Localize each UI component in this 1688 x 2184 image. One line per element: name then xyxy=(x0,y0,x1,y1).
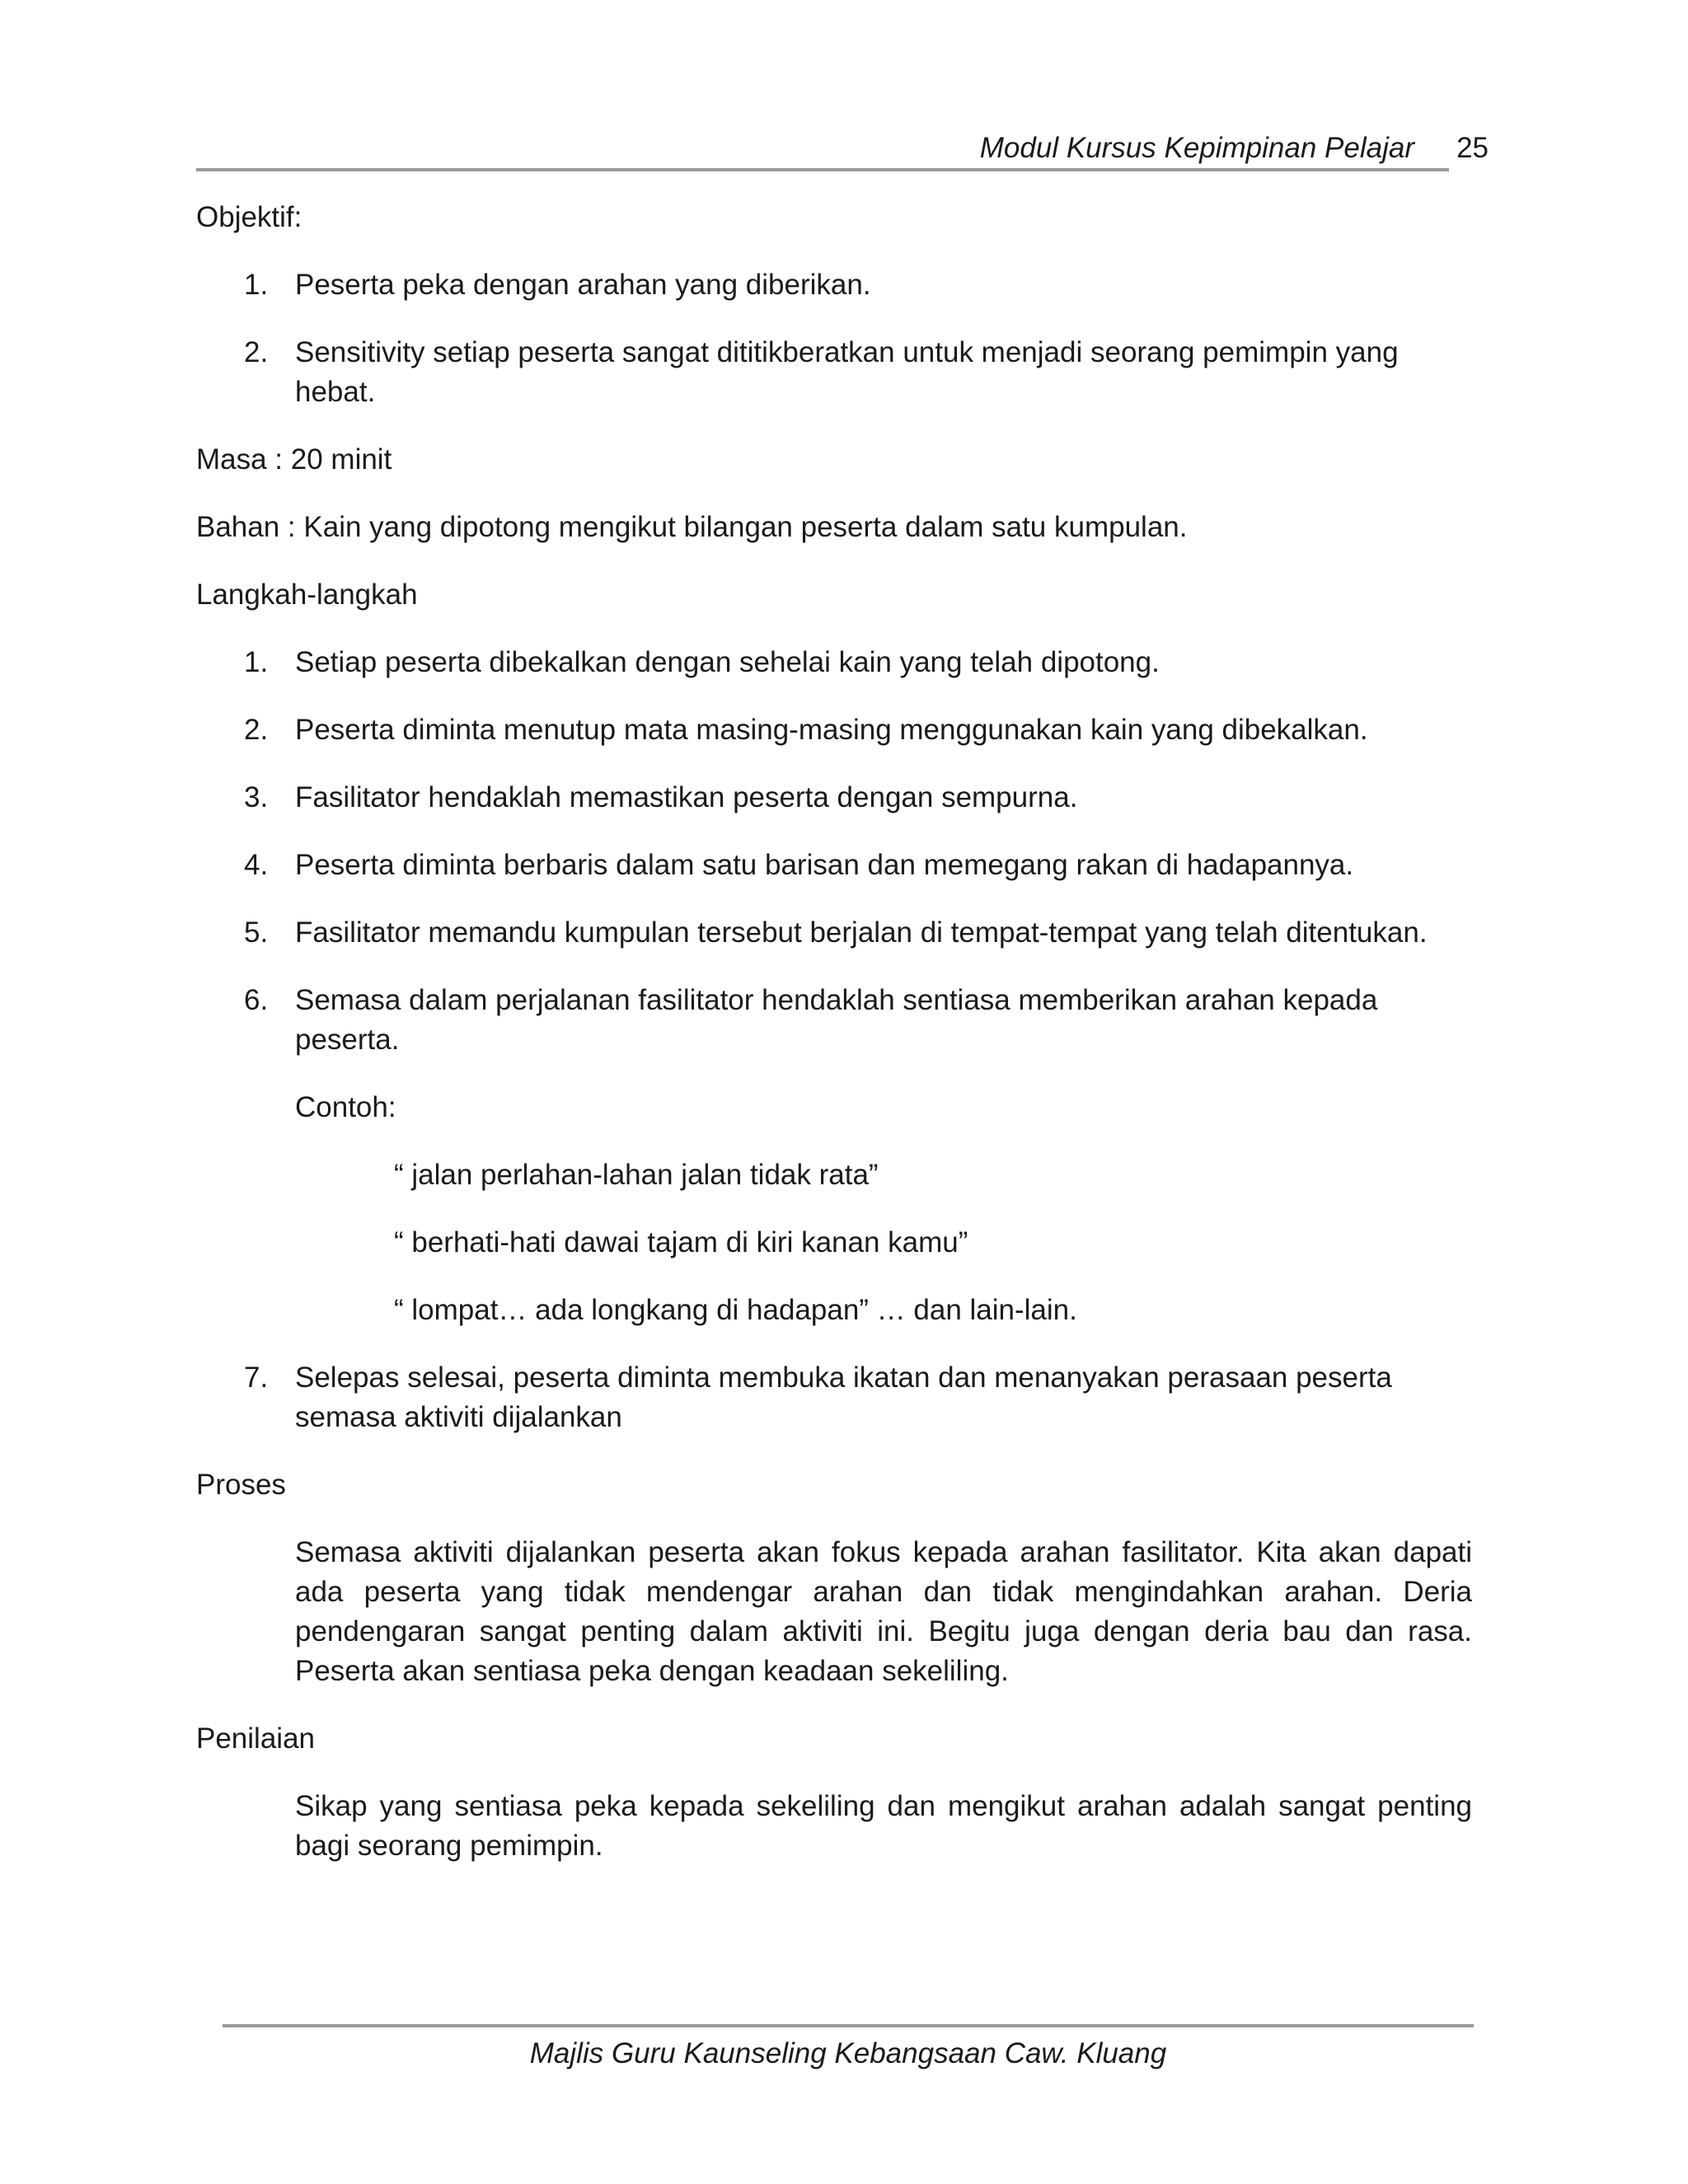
list-number: 7. xyxy=(244,1361,269,1394)
list-text: Peserta peka dengan arahan yang diberikan. xyxy=(295,269,871,301)
list-item xyxy=(196,333,1472,412)
list-text: Peserta diminta berbaris dalam satu barisan dan memegang rakan di hadapannya. xyxy=(295,849,1354,881)
example-quote: “ jalan perlahan-lahan jalan tidak rata” xyxy=(394,1159,879,1191)
list-number: 5. xyxy=(244,916,269,949)
page-footer: Majlis Guru Kaunseling Kebangsaan Caw. Kluang xyxy=(529,2037,1167,2069)
bahan-line: Bahan : Kain yang dipotong mengikut bilangan peserta dalam satu kumpulan. xyxy=(196,511,1188,543)
proses-paragraph: Semasa aktiviti dijalankan peserta akan fokus kepada arahan fasilitator. Kita akan dapati ada peserta yang tidak mendengar arahan dan tidak mengindahkan arahan. Deria pendengaran sangat penting dalam aktiviti ini. Begitu juga dengan deria bau dan rasa. Peserta akan sentiasa peka dengan keadaan sekeliling. xyxy=(295,1536,1472,1687)
list-text: Semasa dalam perjalanan fasilitator hendaklah sentiasa memberikan arahan kepada peserta. xyxy=(295,984,1378,1056)
header-rule xyxy=(196,168,1449,171)
list-number: 4. xyxy=(244,849,269,881)
list-item xyxy=(196,710,1472,750)
masa-line: Masa : 20 minit xyxy=(196,443,392,476)
example-quote: “ lompat… ada longkang di hadapan” … dan lain-lain. xyxy=(394,1294,1077,1326)
list-item xyxy=(196,981,1472,1330)
page-content xyxy=(196,198,1472,1894)
footer-rule xyxy=(223,2024,1474,2027)
list-number: 2. xyxy=(244,714,269,746)
penilaian-heading: Penilaian xyxy=(196,1722,315,1755)
penilaian-paragraph: Sikap yang sentiasa peka kepada sekeliling dan mengikut arahan adalah sangat penting bagi seorang pemimpin. xyxy=(295,1790,1472,1862)
proses-heading: Proses xyxy=(196,1469,286,1501)
list-item xyxy=(196,1358,1472,1437)
example-quote: “ berhati-hati dawai tajam di kiri kanan kamu” xyxy=(394,1226,968,1258)
list-item xyxy=(196,846,1472,885)
list-number: 1. xyxy=(244,269,269,301)
list-text: Fasilitator memandu kumpulan tersebut berjalan di tempat-tempat yang telah ditentukan. xyxy=(295,916,1428,949)
page-header xyxy=(196,129,1489,170)
langkah-heading: Langkah-langkah xyxy=(196,579,418,611)
list-number: 3. xyxy=(244,781,269,813)
list-item xyxy=(196,778,1472,818)
list-text: Sensitivity setiap peserta sangat dititikberatkan untuk menjadi seorang pemimpin yang hebat. xyxy=(295,336,1399,408)
list-item xyxy=(196,265,1472,305)
list-number: 6. xyxy=(244,984,269,1016)
list-text: Peserta diminta menutup mata masing-masing menggunakan kain yang dibekalkan. xyxy=(295,714,1368,746)
list-number: 1. xyxy=(244,646,269,678)
example-label: Contoh: xyxy=(295,1091,396,1123)
list-item xyxy=(196,913,1472,953)
page-number: 25 xyxy=(1456,132,1489,164)
objektif-list xyxy=(196,265,1472,412)
objektif-heading: Objektif: xyxy=(196,201,302,233)
list-text: Selepas selesai, peserta diminta membuka ikatan dan menanyakan perasaan peserta semasa aktiviti dijalankan xyxy=(295,1361,1392,1433)
list-text: Setiap peserta dibekalkan dengan sehelai kain yang telah dipotong. xyxy=(295,646,1160,678)
langkah-list xyxy=(196,643,1472,1437)
list-item xyxy=(196,643,1472,682)
list-text: Fasilitator hendaklah memastikan peserta dengan sempurna. xyxy=(295,781,1078,813)
list-number: 2. xyxy=(244,336,269,368)
header-title: Modul Kursus Kepimpinan Pelajar xyxy=(979,132,1414,164)
